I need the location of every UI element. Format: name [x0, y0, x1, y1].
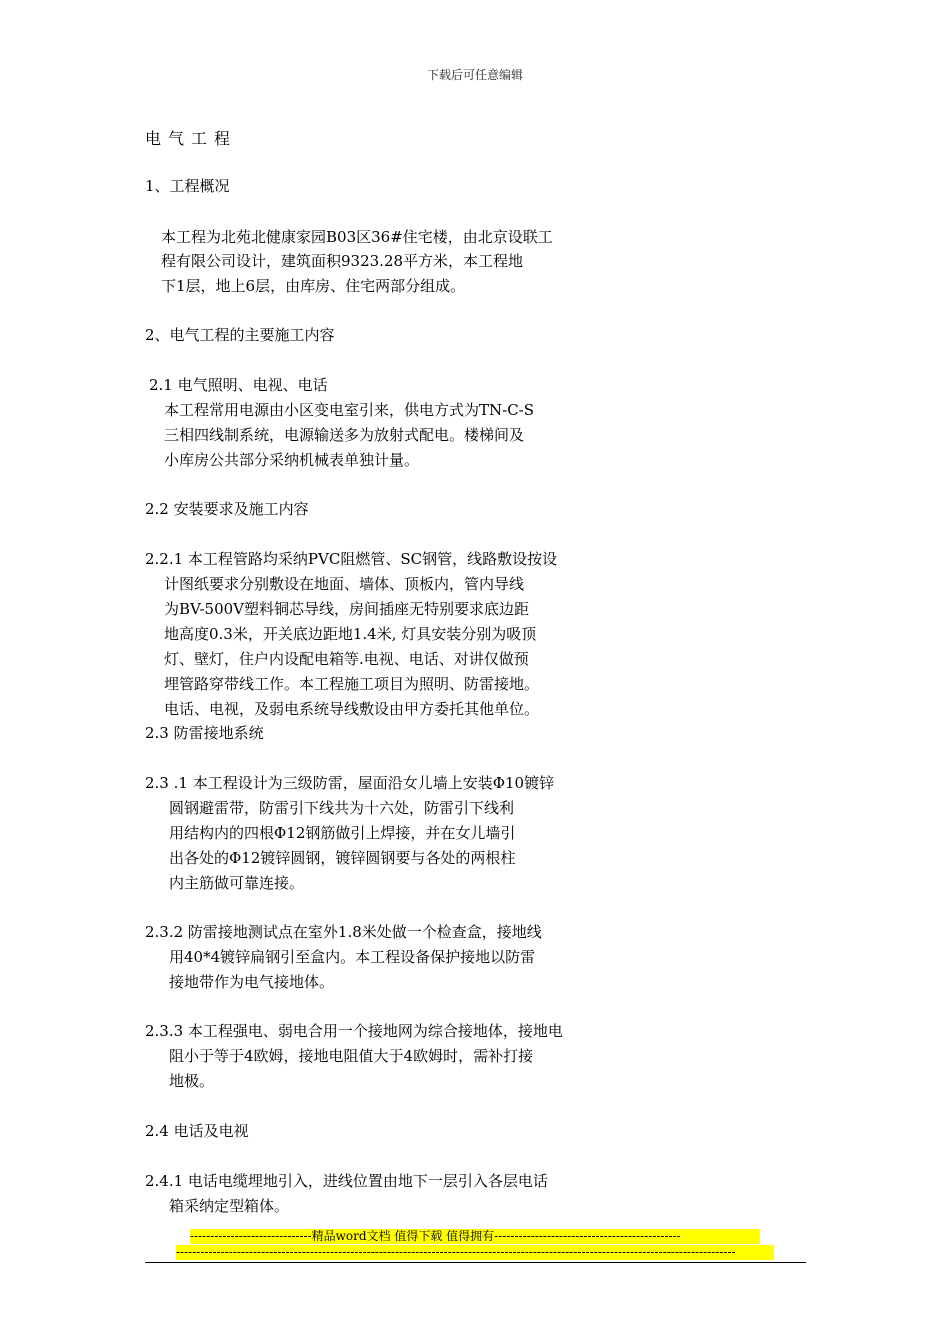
paragraph-line: 内主筋做可靠连接。	[169, 874, 305, 892]
paragraph-line: 下1层，地上6层，由库房、住宅两部分组成。	[161, 277, 466, 295]
paragraph-line: 灯、壁灯，住户内设配电箱等.电视、电话、对讲仅做预	[164, 650, 529, 668]
paragraph-line: 程有限公司设计，建筑面积9323.28平方米，本工程地	[161, 252, 524, 270]
paragraph-line: 地极。	[169, 1072, 215, 1090]
section-heading-1: 1、工程概况	[145, 177, 230, 195]
paragraph-line: 小库房公共部分采纳机械表单独计量。	[164, 451, 420, 469]
page-header: 下载后可任意编辑	[426, 68, 523, 82]
paragraph-line: 出各处的Φ12镀锌圆钢，镀锌圆钢要与各处的两根柱	[169, 849, 516, 867]
document-title: 电气工程	[145, 129, 238, 148]
paragraph-line: 用结构内的四根Φ12钢筋做引上焊接，并在女儿墙引	[169, 824, 516, 842]
paragraph-line: 阻小于等于4欧姆，接地电阻值大于4欧姆时，需补打接	[169, 1047, 534, 1065]
paragraph-line: 2.4.1 电话电缆埋地引入，进线位置由地下一层引入各层电话	[145, 1172, 548, 1190]
paragraph-line: 本工程常用电源由小区变电室引来，供电方式为TN-C-S	[164, 401, 535, 419]
paragraph-line: 三相四线制系统，电源输送多为放射式配电。楼梯间及	[164, 426, 525, 444]
paragraph-line: 2.3 .1 本工程设计为三级防雷，屋面沿女儿墙上安装Φ10镀锌	[145, 774, 555, 792]
paragraph-line: 用40*4镀锌扁钢引至盒内。本工程设备保护接地以防雷	[169, 948, 536, 966]
paragraph-line: 接地带作为电气接地体。	[169, 973, 335, 991]
paragraph-line: 箱采纳定型箱体。	[169, 1197, 290, 1215]
paragraph-line: 圆钢避雷带，防雷引下线共为十六处，防雷引下线利	[169, 799, 515, 817]
paragraph-line: 埋管路穿带线工作。本工程施工项目为照明、防雷接地。	[164, 675, 540, 693]
section-heading-2: 2、电气工程的主要施工内容	[145, 326, 335, 344]
paragraph-line: 2.3.2 防雷接地测试点在室外1.8米处做一个检查盒，接地线	[145, 923, 542, 941]
paragraph-line: 2.3.3 本工程强电、弱电合用一个接地网为综合接地体，接地电	[145, 1022, 563, 1040]
paragraph-line: 本工程为北苑北健康家园B03区36#住宅楼，由北京设联工	[161, 228, 553, 246]
footer-divider	[145, 1262, 806, 1263]
paragraph-line: 计图纸要求分别敷设在地面、墙体、顶板内，管内导线	[164, 575, 525, 593]
footer-banner-line-1: ------------------------------精品word文档 值得下载 值得拥有----------------------------------------------	[190, 1229, 760, 1244]
section-heading-2-4: 2.4 电话及电视	[145, 1122, 249, 1140]
section-heading-2-1: 2.1 电气照明、电视、电话	[149, 376, 328, 394]
section-heading-2-3: 2.3 防雷接地系统	[145, 724, 264, 742]
paragraph-line: 地高度0.3米，开关底边距地1.4米, 灯具安装分别为吸顶	[164, 625, 537, 643]
paragraph-line: 电话、电视，及弱电系统导线敷设由甲方委托其他单位。	[164, 700, 540, 718]
paragraph-line: 为BV-500V塑料铜芯导线，房间插座无特别要求底边距	[164, 600, 530, 618]
footer-banner-line-2: ------------------------------------------------------------------------------------------------------------------------------------------	[176, 1245, 774, 1260]
section-heading-2-2: 2.2 安装要求及施工内容	[145, 500, 309, 518]
paragraph-line: 2.2.1 本工程管路均采纳PVC阻燃管、SC钢管，线路敷设按设	[145, 550, 558, 568]
